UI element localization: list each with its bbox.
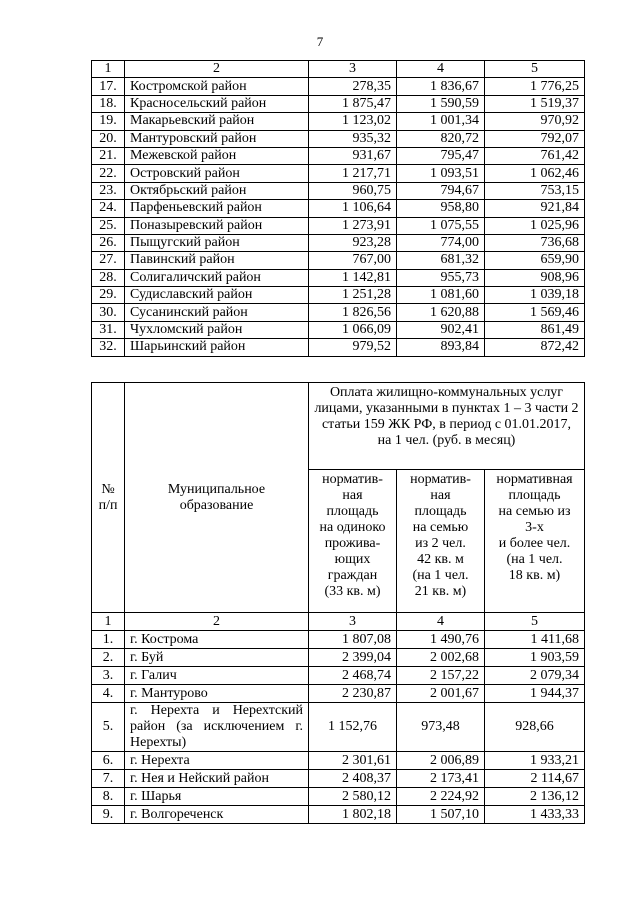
row-value-col3: 1 273,91	[309, 217, 397, 234]
row-value-col5: 2 114,67	[485, 770, 585, 788]
row-value-col4: 1 075,55	[397, 217, 485, 234]
column-index-2: 2	[125, 61, 309, 78]
row-number: 1.	[92, 631, 125, 649]
table-row	[92, 649, 585, 667]
row-value-col3: 1 066,09	[309, 321, 397, 338]
table-row	[92, 234, 585, 251]
column-index-5: 5	[485, 613, 585, 631]
row-name: Шарьинский район	[125, 339, 309, 356]
row-value-col4: 1 093,51	[397, 165, 485, 182]
row-value-col4: 794,67	[397, 182, 485, 199]
row-name: Островский район	[125, 165, 309, 182]
row-number: 32.	[92, 339, 125, 356]
table-row	[92, 269, 585, 286]
row-value-col3: 767,00	[309, 252, 397, 269]
row-number: 24.	[92, 200, 125, 217]
row-number: 22.	[92, 165, 125, 182]
row-value-col5: 659,90	[485, 252, 585, 269]
row-value-col3: 2 399,04	[309, 649, 397, 667]
row-value-col4: 1 836,67	[397, 78, 485, 95]
column-index-1: 1	[92, 613, 125, 631]
table-row	[92, 287, 585, 304]
row-value-col4: 902,41	[397, 321, 485, 338]
row-value-col3: 960,75	[309, 182, 397, 199]
row-name: г. Шарья	[125, 788, 309, 806]
column-header-number: № п/п	[92, 383, 125, 613]
column-index-3: 3	[309, 613, 397, 631]
table-row	[92, 788, 585, 806]
table-row	[92, 182, 585, 199]
row-value-col3: 2 230,87	[309, 685, 397, 703]
table-row	[92, 200, 585, 217]
table-header-index-row	[92, 61, 585, 78]
column-header-family2-42sqm: норматив- ная площадь на семью из 2 чел. 42 кв. м (на 1 чел. 21 кв. м)	[397, 470, 485, 613]
row-value-col5: 908,96	[485, 269, 585, 286]
row-number: 3.	[92, 667, 125, 685]
row-name: Павинский район	[125, 252, 309, 269]
row-value-col5: 2 079,34	[485, 667, 585, 685]
row-value-col5: 1 025,96	[485, 217, 585, 234]
row-number: 4.	[92, 685, 125, 703]
table-row	[92, 685, 585, 703]
row-value-col4: 1 590,59	[397, 95, 485, 112]
row-value-col3: 1 251,28	[309, 287, 397, 304]
column-index-2: 2	[125, 613, 309, 631]
row-value-col5: 792,07	[485, 130, 585, 147]
row-value-col5: 753,15	[485, 182, 585, 199]
row-value-col5: 872,42	[485, 339, 585, 356]
row-name: Пыщугский район	[125, 234, 309, 251]
row-value-col4: 1 081,60	[397, 287, 485, 304]
table-row	[92, 631, 585, 649]
row-name: Судиславский район	[125, 287, 309, 304]
row-name: г. Волгореченск	[125, 806, 309, 824]
row-name: Солигаличский район	[125, 269, 309, 286]
row-value-col3: 2 301,61	[309, 752, 397, 770]
row-value-col4: 1 001,34	[397, 113, 485, 130]
row-name: г. Мантурово	[125, 685, 309, 703]
row-value-col3: 1 123,02	[309, 113, 397, 130]
row-number: 5.	[92, 703, 125, 752]
table-row	[92, 339, 585, 356]
table-row	[92, 130, 585, 147]
table-row	[92, 304, 585, 321]
column-index-5: 5	[485, 61, 585, 78]
row-value-col4: 795,47	[397, 147, 485, 164]
table-row	[92, 252, 585, 269]
row-name: Костромской район	[125, 78, 309, 95]
row-value-col5: 1 039,18	[485, 287, 585, 304]
column-index-4: 4	[397, 613, 485, 631]
row-name: Поназыревский район	[125, 217, 309, 234]
row-value-col4: 1 490,76	[397, 631, 485, 649]
row-value-col5: 1 569,46	[485, 304, 585, 321]
row-number: 18.	[92, 95, 125, 112]
table-districts-continued	[91, 60, 585, 357]
table-row	[92, 752, 585, 770]
row-value-col3: 1 807,08	[309, 631, 397, 649]
row-name: Межевской район	[125, 147, 309, 164]
row-value-col3: 923,28	[309, 234, 397, 251]
row-value-col5: 1 903,59	[485, 649, 585, 667]
row-value-col5: 1 433,33	[485, 806, 585, 824]
row-value-col3: 2 580,12	[309, 788, 397, 806]
table-header-index-row	[92, 613, 585, 631]
row-name: г. Буй	[125, 649, 309, 667]
row-name: Парфеньевский район	[125, 200, 309, 217]
table-row	[92, 667, 585, 685]
row-number: 6.	[92, 752, 125, 770]
row-value-col5: 970,92	[485, 113, 585, 130]
row-value-col3: 1 106,64	[309, 200, 397, 217]
table-row	[92, 703, 585, 752]
row-number: 9.	[92, 806, 125, 824]
row-value-col4: 2 157,22	[397, 667, 485, 685]
row-name: Сусанинский район	[125, 304, 309, 321]
row-value-col4: 893,84	[397, 339, 485, 356]
row-value-col3: 2 468,74	[309, 667, 397, 685]
page-number: 7	[316, 34, 324, 49]
table-row	[92, 78, 585, 95]
row-value-col5: 1 062,46	[485, 165, 585, 182]
row-name: Чухломский район	[125, 321, 309, 338]
row-name: Октябрьский район	[125, 182, 309, 199]
table-row	[92, 113, 585, 130]
row-name: г. Кострома	[125, 631, 309, 649]
row-value-col4: 774,00	[397, 234, 485, 251]
row-value-col4: 973,48	[397, 703, 485, 752]
row-value-col3: 935,32	[309, 130, 397, 147]
row-value-col5: 761,42	[485, 147, 585, 164]
row-value-col3: 1 826,56	[309, 304, 397, 321]
row-value-col5: 1 776,25	[485, 78, 585, 95]
row-value-col5: 861,49	[485, 321, 585, 338]
row-number: 20.	[92, 130, 125, 147]
table-row	[92, 147, 585, 164]
row-value-col4: 1 507,10	[397, 806, 485, 824]
row-value-col3: 1 142,81	[309, 269, 397, 286]
row-number: 17.	[92, 78, 125, 95]
row-value-col4: 1 620,88	[397, 304, 485, 321]
table-row	[92, 165, 585, 182]
row-value-col4: 2 173,41	[397, 770, 485, 788]
table-row	[92, 321, 585, 338]
row-value-col4: 820,72	[397, 130, 485, 147]
row-number: 7.	[92, 770, 125, 788]
row-number: 26.	[92, 234, 125, 251]
row-value-col5: 1 519,37	[485, 95, 585, 112]
column-index-3: 3	[309, 61, 397, 78]
row-name: г. Нерехта и Нерехтский район (за исключением г. Нерехты)	[125, 703, 309, 752]
row-value-col5: 1 944,37	[485, 685, 585, 703]
row-value-col3: 2 408,37	[309, 770, 397, 788]
row-number: 27.	[92, 252, 125, 269]
row-number: 8.	[92, 788, 125, 806]
row-value-col5: 1 933,21	[485, 752, 585, 770]
row-value-col3: 1 802,18	[309, 806, 397, 824]
table-utility-payments	[91, 382, 585, 824]
row-number: 25.	[92, 217, 125, 234]
table-row	[92, 806, 585, 824]
row-name: Макарьевский район	[125, 113, 309, 130]
row-number: 29.	[92, 287, 125, 304]
row-number: 21.	[92, 147, 125, 164]
row-number: 2.	[92, 649, 125, 667]
row-value-col4: 2 002,68	[397, 649, 485, 667]
row-name: г. Галич	[125, 667, 309, 685]
table-row	[92, 95, 585, 112]
row-number: 23.	[92, 182, 125, 199]
row-value-col5: 2 136,12	[485, 788, 585, 806]
row-value-col5: 736,68	[485, 234, 585, 251]
row-value-col5: 928,66	[485, 703, 585, 752]
row-value-col4: 2 224,92	[397, 788, 485, 806]
row-number: 31.	[92, 321, 125, 338]
column-header-single-33sqm: норматив- ная площадь на одиноко прожива- ющих граждан (33 кв. м)	[309, 470, 397, 613]
row-value-col3: 979,52	[309, 339, 397, 356]
row-value-col3: 1 152,76	[309, 703, 397, 752]
row-name: г. Нея и Нейский район	[125, 770, 309, 788]
row-number: 30.	[92, 304, 125, 321]
row-value-col3: 1 875,47	[309, 95, 397, 112]
row-value-col3: 278,35	[309, 78, 397, 95]
column-group-header-payment: Оплата жилищно-коммунальных услуг лицами, указанными в пунктах 1 – 3 части 2 статьи 159 ЖК РФ, в период с 01.01.2017, на 1 чел. (руб. в месяц)	[309, 383, 585, 470]
table-row	[92, 770, 585, 788]
row-number: 28.	[92, 269, 125, 286]
column-index-4: 4	[397, 61, 485, 78]
row-value-col5: 921,84	[485, 200, 585, 217]
row-name: Мантуровский район	[125, 130, 309, 147]
row-value-col4: 958,80	[397, 200, 485, 217]
table-row	[92, 217, 585, 234]
row-value-col4: 2 001,67	[397, 685, 485, 703]
row-value-col4: 2 006,89	[397, 752, 485, 770]
row-number: 19.	[92, 113, 125, 130]
row-value-col5: 1 411,68	[485, 631, 585, 649]
row-name: г. Нерехта	[125, 752, 309, 770]
row-value-col3: 931,67	[309, 147, 397, 164]
row-value-col4: 681,32	[397, 252, 485, 269]
row-value-col4: 955,73	[397, 269, 485, 286]
column-header-municipality: Муниципальное образование	[125, 383, 309, 613]
column-header-family3-18sqm: нормативная площадь на семью из 3-х и более чел. (на 1 чел. 18 кв. м)	[485, 470, 585, 613]
row-value-col3: 1 217,71	[309, 165, 397, 182]
column-index-1: 1	[92, 61, 125, 78]
row-name: Красносельский район	[125, 95, 309, 112]
